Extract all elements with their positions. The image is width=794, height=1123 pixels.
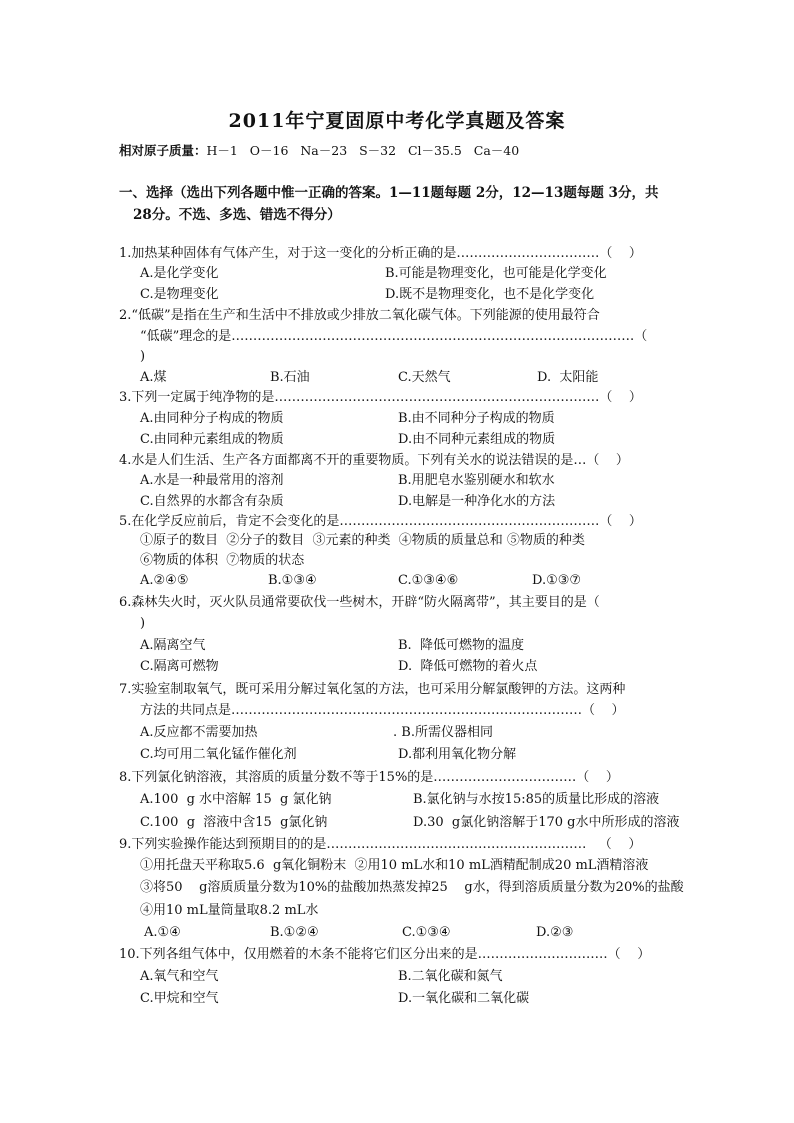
question-8-option-b: B.氯化钠与水按15:85的质量比形成的溶液	[413, 792, 660, 807]
question-2-stem-line3: )	[140, 349, 146, 364]
question-9-choices-line1: ①用托盘天平称取5.6 g氧化铜粉末 ②用10 mL水和10 mL酒精配制成20 mL酒精溶液	[140, 858, 649, 873]
question-2-option-d: D. 太阳能	[537, 370, 599, 385]
question-9-option-c: C.①③④	[402, 925, 451, 940]
question-9-stem: 9.下列实验操作能达到预期目的的是…………………………………………………… （ ）	[119, 837, 642, 852]
question-1-option-b: B.可能是物理变化，也可能是化学变化	[385, 266, 607, 281]
question-10-option-c: C.甲烷和空气	[140, 991, 219, 1006]
page-title: 2011年宁夏固原中考化学真题及答案	[228, 110, 566, 132]
question-3-option-b: B.由不同种分子构成的物质	[398, 411, 555, 426]
question-2-stem-line1: 2.“低碳”是指在生产和生活中不排放或少排放二氧化碳气体。下列能源的使用最符合	[119, 308, 600, 323]
question-7-option-b: . B.所需仪器相同	[393, 725, 493, 740]
question-7-option-c: C.均可用二氧化锰作催化剂	[140, 747, 297, 762]
question-2-stem-line2: “低碳”理念的是…………………………………………………………………………………（	[140, 329, 648, 344]
question-10-option-b: B.二氧化碳和氮气	[398, 969, 503, 984]
question-1-option-c: C.是物理变化	[140, 287, 219, 302]
question-1-option-a: A.是化学变化	[140, 266, 219, 281]
question-6-stem-line1: 6.森林失火时，灭火队员通常要砍伐一些树木，开辟“防火隔离带”，其主要目的是（	[119, 595, 600, 610]
atomic-mass-label: 相对原子质量：	[119, 143, 207, 158]
question-9-choices-line3: ④用10 mL量筒量取8.2 mL水	[140, 903, 319, 918]
question-5-option-b: B.①③④	[268, 573, 317, 588]
question-10-option-d: D.一氧化碳和二氧化碳	[398, 991, 530, 1006]
question-2-option-a: A.煤	[140, 370, 167, 385]
question-9-option-b: B.①②④	[270, 925, 319, 940]
question-3-option-c: C.由同种元素组成的物质	[140, 432, 284, 447]
atomic-mass-values: H－1 O－16 Na－23 S－32 Cl－35.5 Ca－40	[206, 143, 520, 158]
question-10-stem: 10.下列各组气体中，仅用燃着的木条不能将它们区分出来的是…………………………（ ）	[119, 947, 651, 962]
question-5-option-c: C.①③④⑥	[398, 573, 459, 588]
question-7-option-d: D.都利用氧化物分解	[398, 747, 517, 762]
question-4-option-d: D.电解是一种净化水的方法	[398, 494, 556, 509]
question-2-option-b: B.石油	[270, 370, 310, 385]
question-4-option-b: B.用肥皂水鉴别硬水和软水	[398, 473, 555, 488]
question-5-stem: 5.在化学反应前后，肯定不会变化的是……………………………………………………（ ）	[119, 514, 642, 529]
atomic-mass-line	[119, 141, 519, 159]
question-7-option-a: A.反应都不需要加热	[140, 725, 258, 740]
question-3-option-a: A.由同种分子构成的物质	[140, 411, 284, 426]
question-4-stem: 4.水是人们生活、生产各方面都离不开的重要物质。下列有关水的说法错误的是…（ ）	[119, 453, 629, 468]
question-6-stem-line2: )	[140, 616, 146, 631]
question-1-option-d: D.既不是物理变化，也不是化学变化	[385, 287, 595, 302]
question-3-stem: 3.下列一定属于纯净物的是…………………………………………………………………（ ）	[119, 390, 642, 405]
question-1-stem: 1.加热某种固体有气体产生，对于这一变化的分析正确的是……………………………（ ）	[119, 246, 642, 261]
question-4-option-a: A.水是一种最常用的溶剂	[140, 473, 284, 488]
question-9-option-d: D.②③	[536, 925, 574, 940]
question-8-option-c: C.100 g 溶液中含15 g氯化钠	[140, 815, 328, 830]
question-10-option-a: A.氧气和空气	[140, 969, 219, 984]
section-heading-line1: 一、选择（选出下列各题中惟一正确的答案。1—11题每题 2分，12—13题每题 3分，共	[119, 185, 659, 201]
question-3-option-d: D.由不同种元素组成的物质	[398, 432, 556, 447]
question-5-choices-line2: ⑥物质的体积 ⑦物质的状态	[140, 553, 305, 568]
question-8-option-a: A.100 g 水中溶解 15 g 氯化钠	[140, 792, 332, 807]
question-6-option-a: A.隔离空气	[140, 638, 206, 653]
question-5-choices-line1: ①原子的数目 ②分子的数目 ③元素的种类 ④物质的质量总和 ⑤物质的种类	[140, 533, 585, 548]
question-9-option-a: A.①④	[144, 925, 181, 940]
section-heading-line2: 28分。不选、多选、错选不得分）	[133, 207, 341, 223]
question-2-option-c: C.天然气	[398, 370, 451, 385]
question-5-option-d: D.①③⑦	[532, 573, 582, 588]
question-4-option-c: C.自然界的水都含有杂质	[140, 494, 284, 509]
question-8-option-d: D.30 g氯化钠溶解于170 g水中所形成的溶液	[413, 815, 680, 830]
question-9-choices-line2: ③将50 g溶质质量分数为10%的盐酸加热蒸发掉25 g水，得到溶质质量分数为20%的盐酸	[140, 880, 684, 895]
question-7-stem-line1: 7.实验室制取氧气，既可采用分解过氧化氢的方法，也可采用分解氯酸钾的方法。这两种	[119, 682, 626, 697]
question-6-option-b: B. 降低可燃物的温度	[398, 638, 524, 653]
section-heading	[119, 182, 679, 226]
question-8-stem: 8.下列氯化钠溶液，其溶质的质量分数不等于15%的是……………………………（ ）	[119, 770, 619, 785]
question-6-option-c: C.隔离可燃物	[140, 659, 219, 674]
question-6-option-d: D. 降低可燃物的着火点	[398, 659, 538, 674]
question-7-stem-line2: 方法的共同点是………………………………………………………………………（ ）	[140, 703, 625, 718]
question-5-option-a: A.②④⑤	[140, 573, 189, 588]
